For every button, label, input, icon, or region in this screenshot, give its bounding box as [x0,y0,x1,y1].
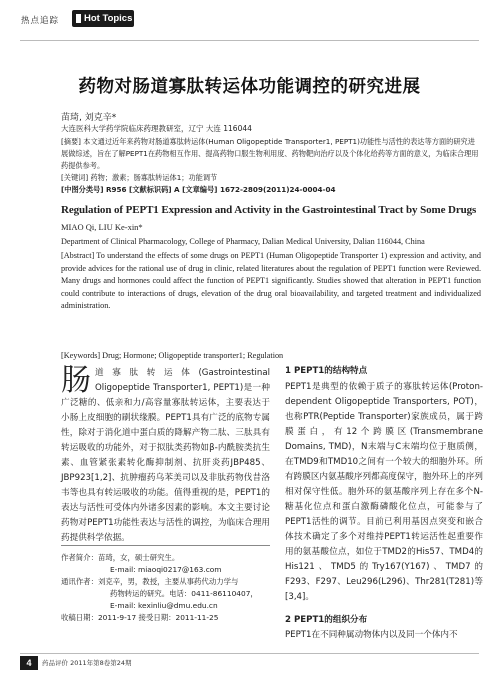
article-authors: 苗琦, 刘克辛* [61,113,117,123]
keywords-cn: [关键词] 药物；激素；肠寡肽转运体1；功能调节 [61,173,218,182]
chinese-abstract-block [61,136,479,196]
corresponding-email: E-mail: kexinliu@dmu.edu.cn [110,601,218,610]
english-affiliation: Department of Clinical Pharmacology, College of Pharmacy, Dalian Medical University, Dalian 116044, China [61,237,425,246]
corresponding-phone: 药物转运的研究。电话：0411-86110407， [110,589,258,598]
journal-info: 药品评价 2011年第8卷第24期 [42,659,132,667]
page-header [0,0,499,52]
article-affiliation: 大连医科大学药学院临床药理教研室，辽宁 大连 116044 [61,124,252,133]
body-left-column [61,363,270,546]
author-info-box [61,545,270,622]
classification-line: [中图分类号] R956 [文献标识码] A [文章编号] 1672-2809(2011)24-0004-04 [61,185,336,194]
page-number: 4 [20,656,38,670]
author-email: E-mail: miaoqi0217@163.com [110,565,222,574]
corresponding-author: 通讯作者：刘克辛，男，教授，主要从事药代动力学与 [61,577,239,586]
section-label: 热点追踪 [21,16,60,26]
page-footer [0,652,499,681]
english-keywords: [Keywords] Drug; Hormone; Oligopeptide transporter1; Regulation [61,351,284,360]
section-2-paragraph: PEPT1在不同种属动物体内以及同一个体内不 [285,630,458,640]
english-authors: MIAO Qi, LIU Ke-xin* [61,222,143,232]
section-1-paragraph: PEPT1是典型的依赖于质子的寡肽转运体(Proton-dependent Oligopeptide Transporters, POT)，也称PTR(Peptide Transporter)家族成员，属于跨膜蛋白，有12个跨膜区(Transmembrane Domains, TMD)，N末端与C末端均位于胞质侧，在TMD9和TMD10之间有一个较大的细胞外环。所有跨膜区内氨基酸序列都高度保守，胞外环上的序列相对保守性低。胞外环的氨基酸序列上存在多个N-糖基化位点和蛋白激酶磷酸化位点，可能参与了PEPT1活性的调节。目前已利用基因点突变和嵌合体技术确定了多个对维持PEPT1转运活性起重要作用的氨基酸位点，如位于TMD2的His57、TMD4的His121、TMD5的Try167(Y167)、TMD7的F293、F297、Leu296(L296)、Thr281(T281)等[3,4]。 [285,382,483,602]
footer-rule [20,653,479,654]
abstract-cn: [摘要] 本文通过近年来药物对肠道寡肽转运体(Human Oligopeptide Transporter1, PEPT1)功能性与活性的表达等方面的研究进展做综述，旨在了解PEPT1在药物相互作用、提高药物口服生物利用度、药物靶向治疗以及个体化给药等方面的意义，为临床合理用药提供参考。 [61,137,479,170]
body-right-column [285,364,483,643]
author-intro: 作者简介：苗琦，女，硕士研究生。 [61,553,180,562]
intro-paragraph: 道寡肽转运体(Gastrointestinal Oligopeptide Transporter1, PEPT1)是一种广泛糖的、低亲和力/高容量寡肽转运体，主要表达于小肠上皮细胞的刷状缘膜。PEPT1具有广泛的底物专属性，除对于消化道中蛋白质的降解产物二肽、三肽具有转运吸收的功能外，对于拟肽类药物如β-内酰胺类抗生素、血管紧张素转化酶抑制剂、抗肝炎药JBP485、JBP923[1,2]、抗肿瘤药乌苯美司以及非肽药物伐昔洛韦等也具有转运吸收的功能。值得重视的是，PEPT1的表达与活性可受体内外诸多因素的影响。本文主要讨论药物对PEPT1功能性表达与活性的调控，为临床合理用药提供科学依据。 [61,368,270,543]
english-abstract: [Abstract] To understand the effects of some drugs on PEPT1 (Human Oligopeptide Transporter 1) expression and activity, and provide advices for the rational use of drug in clinic, related literatures about the regulation of PEPT1 function were Reviewed. Many drugs and hormones could affect the function of PEPT1 significantly. Studies showed that alteration in PEPT1 function could contribute to interactions of drugs, elevation of the drug oral bioavailability, and targeted treatment and individualized administration. [61,251,481,311]
article-title: 药物对肠道寡肽转运体功能调控的研究进展 [78,77,421,97]
hot-topics-badge: Hot Topics [72,10,134,27]
section-2-heading: 2 PEPT1的组织分布 [285,615,368,625]
received-dates: 收稿日期：2011-9-17 接受日期：2011-11-25 [61,613,219,622]
section-1-heading: 1 PEPT1的结构特点 [285,366,368,376]
drop-cap: 肠 [61,363,91,398]
english-title: Regulation of PEPT1 Expression and Activity in the Gastrointestinal Tract by Some Drugs [61,204,477,216]
header-rule [20,40,479,41]
